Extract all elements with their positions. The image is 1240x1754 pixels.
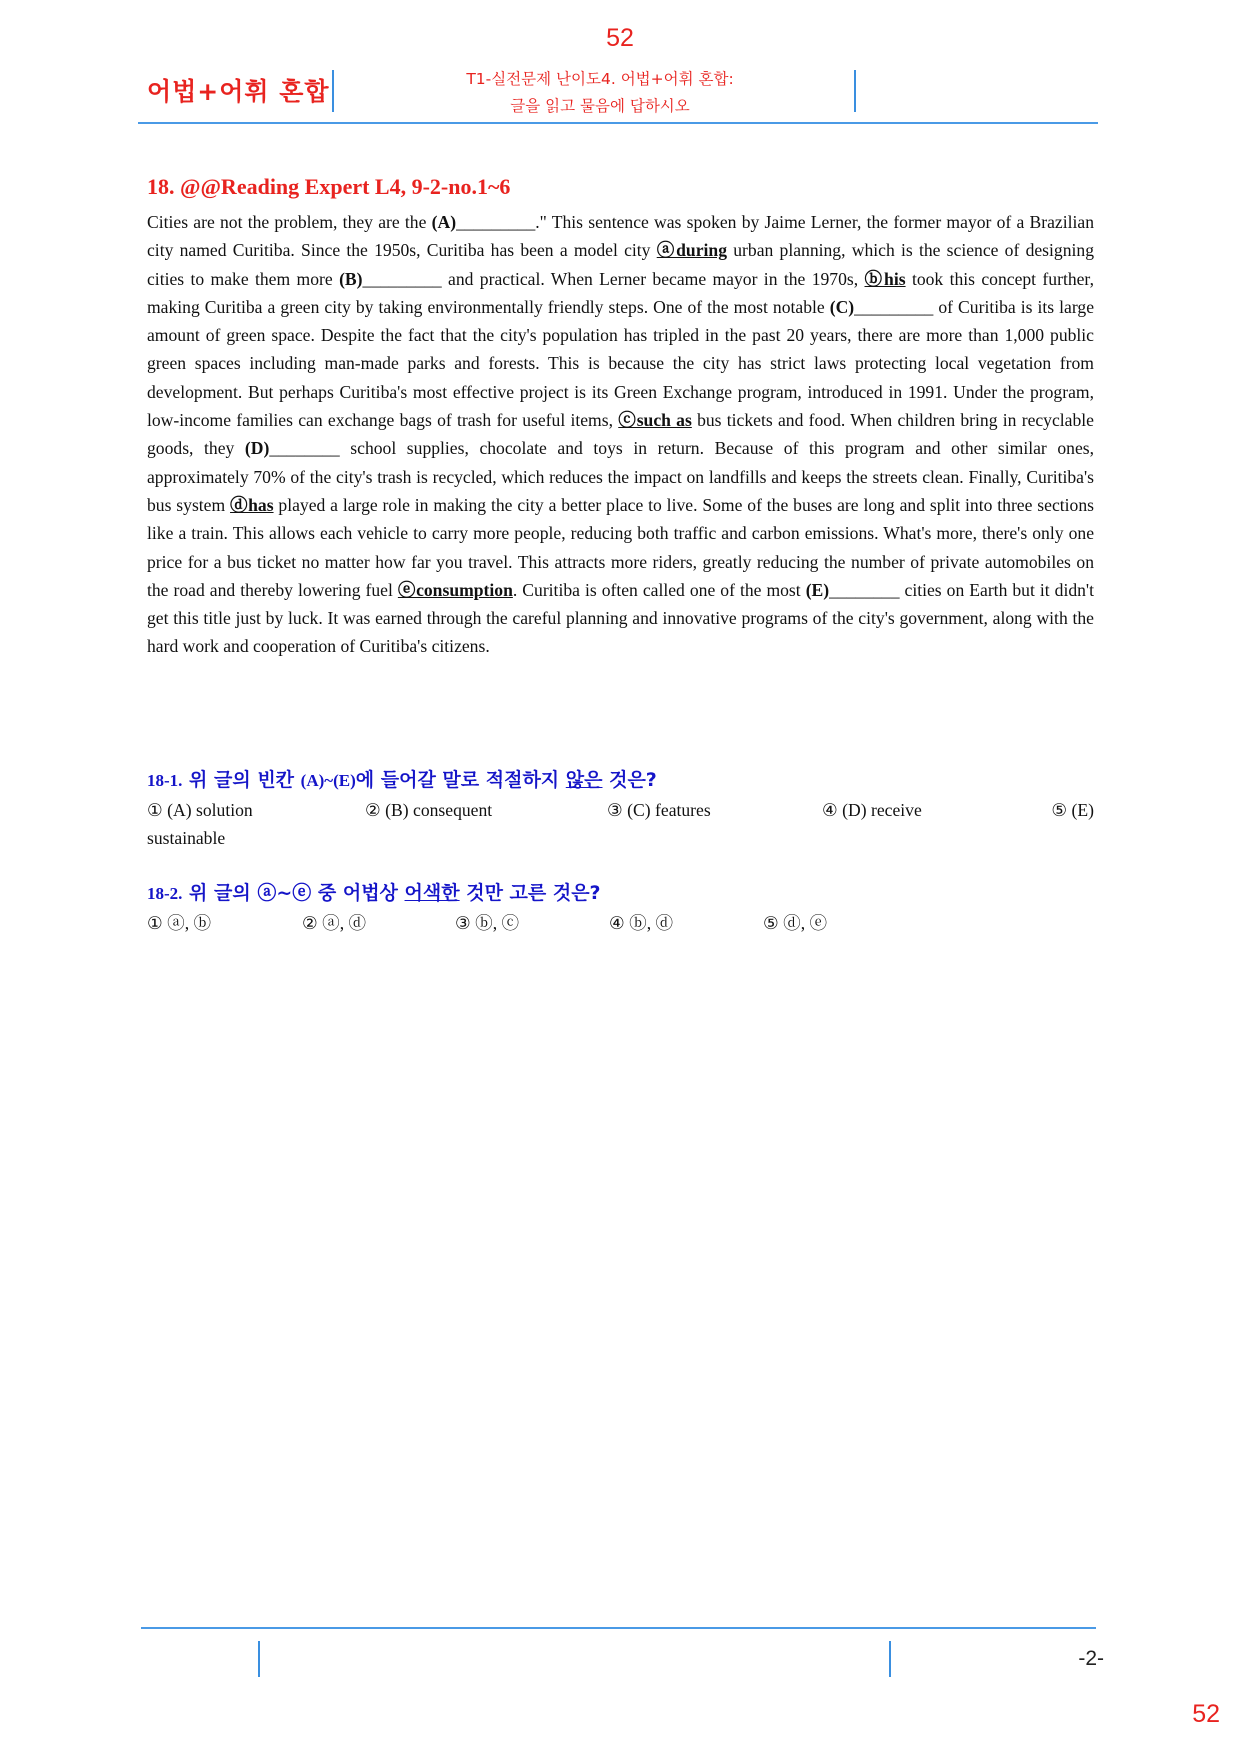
option-2-1[interactable]: ① ⓐ, ⓑ (147, 913, 212, 933)
subquestion-2-number: 18-2. (147, 884, 183, 903)
passage-text: _________ of Curitiba is its large amount of green space. Despite the fact that the city's population has tripled in the past 20 years, there are more than 1,000 public green spaces including man-made parks and forests. This is because the city has strict laws protecting local vegetation from development. But perhaps Curitiba's most effective project is its Green Exchange program, introduced in 1991. Under the program, low-income families can exchange bags of trash for useful items, (147, 296, 1094, 431)
footer-divider-left (258, 1641, 260, 1677)
passage-text: . Curitiba is often called one of the most (512, 579, 806, 600)
subquestion-2 (147, 878, 601, 905)
passage-text: ________ cities on Earth but it didn't get this title just by luck. It was earned through the careful planning and innovative programs of the city's government, along with the hard work and cooperation of Curitiba's citizens. (147, 579, 1094, 657)
passage-text: _________ and practical. When Lerner became mayor in the 1970s, (362, 268, 865, 289)
option-2-3[interactable]: ③ ⓑ, ⓒ (455, 913, 520, 933)
header-subtitle-line2: 글을 읽고 물음에 답하시오 (510, 97, 690, 115)
header-subtitle (340, 66, 860, 120)
page-number-bottom: 52 (1192, 1700, 1220, 1728)
option-2-2[interactable]: ② ⓐ, ⓓ (302, 913, 367, 933)
blank-label: (D) (244, 438, 270, 459)
subquestion-1-text-c: 것은? (602, 769, 657, 791)
subquestion-1 (147, 765, 657, 792)
footer-rule (141, 1627, 1096, 1629)
marked-word: ⓓhas (230, 494, 274, 515)
passage-text: _________." This sentence was spoken by Jaime Lerner, the former mayor of a Brazilian city named Curitiba. Since the 1950s, Curitiba has been a model city (147, 212, 1094, 261)
subquestion-2-text-c: 것만 고른 것은? (459, 882, 601, 904)
subquestion-1-text-b: 에 들어갈 말로 적절하지 (355, 769, 566, 791)
subquestion-1-text-a: 위 글의 빈칸 (182, 769, 301, 791)
question-title: 18. @@Reading Expert L4, 9-2-no.1~6 (147, 174, 511, 199)
blank-label: (C) (829, 296, 855, 317)
passage-text: bus tickets and food. When children bring in recyclable goods, they (147, 410, 1094, 459)
blank-label: (A) (431, 212, 457, 232)
subquestion-2-text-a: 위 글의 (182, 882, 258, 904)
page-number-top: 52 (606, 24, 634, 52)
subquestion-1-underlined: 않은 (565, 769, 603, 791)
marked-word: ⓑhis (864, 268, 906, 289)
footer-divider-right (889, 1641, 891, 1677)
passage-text: urban planning, which is the science of designing cities to make them more (147, 240, 1094, 289)
passage-text: Cities are not the problem, they are the (147, 212, 432, 232)
marked-word: ⓒsuch as (618, 410, 692, 431)
option-1-5-wrap: sustainable (147, 828, 226, 848)
subquestion-2-options (147, 909, 1047, 939)
option-1-1[interactable]: ① (A) solution (147, 800, 253, 820)
subquestion-2-range: ⓐ~ⓔ (257, 882, 312, 904)
option-2-5[interactable]: ⑤ ⓓ, ⓔ (763, 913, 828, 933)
passage-text: played a large role in making the city a better place to live. Some of the buses are long and split into three sections like a train. This allows each vehicle to carry more people, reducing both traffic and carbon emissions. What's more, there's only one price for a bus ticket no matter how far you travel. This attracts more riders, greatly reducing the number of private automobiles on the road and thereby lowering fuel (147, 494, 1094, 600)
option-1-3[interactable]: ③ (C) features (607, 800, 711, 820)
subquestion-1-range: (A)~(E) (300, 771, 356, 790)
option-1-5[interactable]: ⑤ (E) (1051, 800, 1094, 820)
marked-word: ⓔconsumption (397, 579, 513, 600)
header-subtitle-line1: T1-실전문제 난이도4. 어법+어휘 혼합: (466, 70, 734, 88)
blank-label: (B) (339, 268, 363, 289)
subquestion-1-options (147, 796, 1094, 856)
section-title: 어법+어휘 혼합 (147, 77, 330, 106)
subquestion-2-underlined: 어색한 (404, 882, 460, 904)
header-rule (138, 122, 1098, 124)
option-2-4[interactable]: ④ ⓑ, ⓓ (609, 913, 674, 933)
header-divider-right (854, 70, 856, 112)
option-1-2[interactable]: ② (B) consequent (365, 800, 493, 820)
subquestion-2-text-b: 중 어법상 (311, 882, 405, 904)
footer-page-marker: -2- (1078, 1647, 1104, 1670)
passage-text: ________ school supplies, chocolate and toys in return. Because of this program and other similar ones, approximately 70% of the city's trash is recycled, which reduces the impact on landfills and keeps the streets clean. Finally, Curitiba's bus system (147, 438, 1094, 515)
passage-text: took this concept further, making Curitiba a green city by taking environmentally friendly steps. One of the most notable (147, 268, 1094, 317)
passage (147, 208, 1094, 661)
subquestion-1-number: 18-1. (147, 771, 183, 790)
header-divider-left (332, 70, 334, 112)
option-1-4[interactable]: ④ (D) receive (822, 800, 922, 820)
marked-word: ⓐduring (656, 240, 727, 261)
blank-label: (E) (805, 579, 830, 600)
